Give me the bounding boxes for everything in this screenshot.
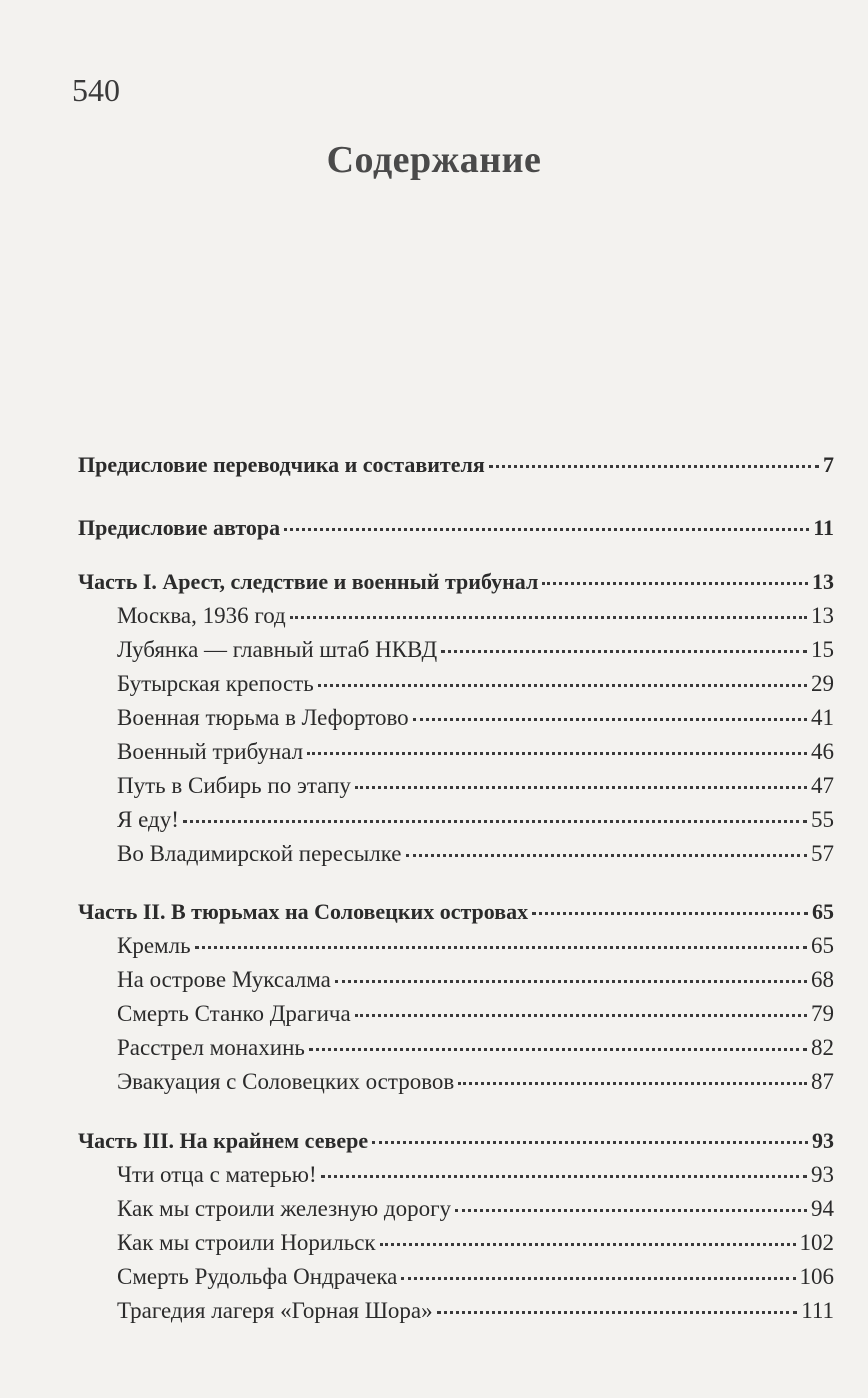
toc-entry-page: 13 (812, 569, 834, 594)
toc-entry-page: 111 (801, 1298, 834, 1323)
toc-entry-title: Часть III. На крайнем севере (78, 1128, 369, 1153)
toc-entry-title: Смерть Станко Драгича (117, 1001, 351, 1026)
dot-leader (489, 465, 819, 468)
dot-leader (355, 1014, 807, 1017)
toc-entry-page: 41 (811, 705, 834, 730)
toc-entry-title: Предисловие автора (78, 515, 281, 540)
dot-leader (372, 1141, 808, 1144)
dot-leader (406, 854, 807, 857)
dot-leader (183, 820, 807, 823)
toc-entry (78, 449, 834, 481)
toc-entry (117, 1227, 834, 1259)
dot-leader (321, 1175, 807, 1178)
toc-entry-page: 7 (823, 452, 834, 477)
toc-entry-title: Военный трибунал (117, 739, 304, 764)
toc-entry (117, 770, 834, 802)
dot-leader (307, 752, 807, 755)
toc-entry (117, 804, 834, 836)
toc-entry-title: Часть I. Арест, следствие и военный трибунал (78, 569, 539, 594)
dot-leader (380, 1243, 796, 1246)
toc-entry-page: 15 (811, 637, 834, 662)
dot-leader (532, 912, 808, 915)
dot-leader (318, 684, 807, 687)
toc-part-heading (78, 566, 834, 598)
toc-entry (117, 634, 834, 666)
dot-leader (309, 1048, 807, 1051)
toc-entry (117, 838, 834, 870)
toc-entry-page: 94 (811, 1196, 834, 1221)
toc-entry-page: 55 (811, 807, 834, 832)
toc-entry-page: 29 (811, 671, 834, 696)
toc-entry-title: Кремль (117, 933, 191, 958)
toc-entry (117, 600, 834, 632)
toc-entry-title: Москва, 1936 год (117, 603, 286, 628)
toc-entry-title: Трагедия лагеря «Горная Шора» (117, 1298, 433, 1323)
toc-entry-page: 46 (811, 739, 834, 764)
toc-entry (117, 736, 834, 768)
toc-entry-page: 79 (811, 1001, 834, 1026)
toc-entry-title: Смерть Рудольфа Ондрачека (117, 1264, 398, 1289)
toc-entry (117, 1032, 834, 1064)
toc-entry (117, 998, 834, 1030)
toc-entry-title: Военная тюрьма в Лефортово (117, 705, 409, 730)
toc-entry (117, 1159, 834, 1191)
dot-leader (455, 1209, 807, 1212)
toc-entry-title: Предисловие переводчика и составителя (78, 452, 485, 477)
toc-part-heading (78, 896, 834, 928)
toc-entry-title: Лубянка — главный штаб НКВД (117, 637, 438, 662)
toc-entry-page: 106 (799, 1264, 834, 1289)
dot-leader (413, 718, 807, 721)
toc-entry (117, 964, 834, 996)
dot-leader (284, 528, 809, 531)
dot-leader (355, 786, 807, 789)
page-title: Содержание (326, 139, 542, 181)
toc-entry-title: Чти отца с матерью! (117, 1162, 317, 1187)
toc-entry (117, 1066, 834, 1098)
toc-entry (117, 1193, 834, 1225)
page-number: 540 (72, 72, 120, 108)
toc-entry-title: Путь в Сибирь по этапу (117, 773, 351, 798)
dot-leader (335, 980, 807, 983)
toc-entry-title: На острове Муксалма (117, 967, 331, 992)
toc-part-heading (78, 1125, 834, 1157)
dot-leader (401, 1277, 795, 1280)
toc-entry-page: 82 (811, 1035, 834, 1060)
toc-entry (117, 1295, 834, 1327)
toc-entry (78, 512, 834, 544)
toc-entry-page: 47 (811, 773, 834, 798)
dot-leader (195, 946, 807, 949)
toc-entry-title: Как мы строили Норильск (117, 1230, 376, 1255)
toc-entry-page: 65 (812, 899, 834, 924)
toc-entry-title: Во Владимирской пересылке (117, 841, 402, 866)
dot-leader (458, 1082, 807, 1085)
toc-entry-title: Бутырская крепость (117, 671, 314, 696)
toc-entry-title: Часть II. В тюрьмах на Соловецких островах (78, 899, 529, 924)
toc-entry (117, 930, 834, 962)
toc-entry-title: Расстрел монахинь (117, 1035, 305, 1060)
toc-entry-page: 102 (799, 1230, 834, 1255)
toc-entry-title: Как мы строили железную дорогу (117, 1196, 452, 1221)
dot-leader (290, 616, 807, 619)
toc-entry-page: 11 (813, 515, 834, 540)
toc-entry-page: 87 (811, 1069, 834, 1094)
toc-entry-title: Я еду! (117, 807, 179, 832)
toc-entry-page: 93 (812, 1128, 834, 1153)
toc-entry-page: 13 (811, 603, 834, 628)
dot-leader (441, 650, 807, 653)
toc-entry (117, 1261, 834, 1293)
dot-leader (542, 582, 808, 585)
toc-entry-page: 65 (811, 933, 834, 958)
toc-entry-page: 93 (811, 1162, 834, 1187)
toc-entry-page: 68 (811, 967, 834, 992)
toc-entry (117, 668, 834, 700)
toc-entry-title: Эвакуация с Соловецких островов (117, 1069, 455, 1094)
dot-leader (437, 1311, 798, 1314)
toc-entry-page: 57 (811, 841, 834, 866)
toc-entry (117, 702, 834, 734)
